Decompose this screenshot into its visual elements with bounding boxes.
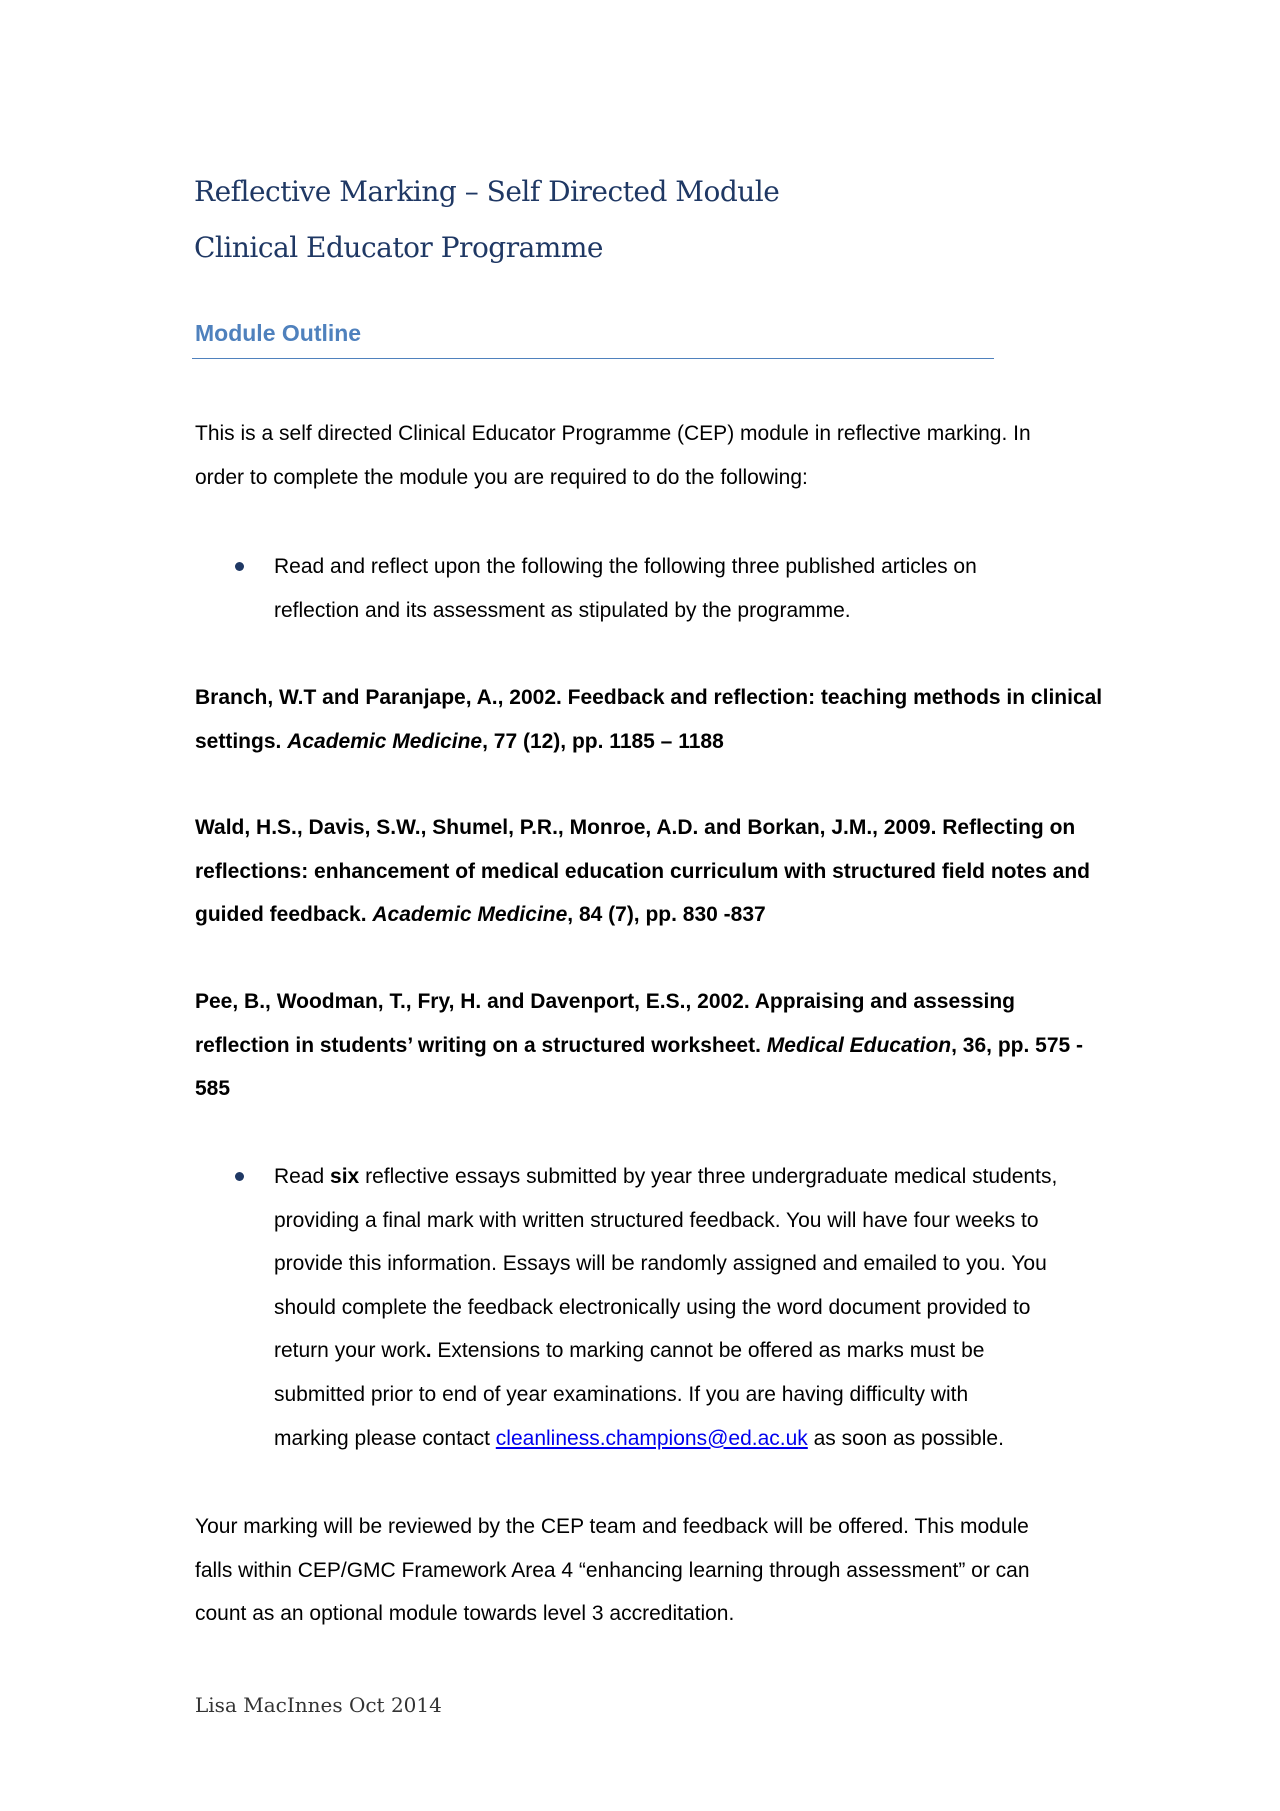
reference-pee <box>195 980 1095 1111</box>
closing-paragraph <box>195 1505 1095 1636</box>
intro-paragraph <box>195 412 1095 499</box>
closing-line: falls within CEP/GMC Framework Area 4 “enhancing learning through assessment” or can <box>195 1558 1030 1582</box>
bullet-line: reflection and its assessment as stipulated by the programme. <box>274 598 851 622</box>
reference-line: 585 <box>195 1077 231 1101</box>
reference-line: Wald, H.S., Davis, S.W., Shumel, P.R., Monroe, A.D. and Borkan, J.M., 2009. Reflecting on <box>195 816 1076 839</box>
bullet-line: providing a final mark with written structured feedback. You will have four weeks to <box>274 1208 1039 1232</box>
bullet-line: should complete the feedback electronically using the word document provided to <box>274 1295 1031 1319</box>
reference-line: settings. Academic Medicine, 77 (12), pp. 1185 – 1188 <box>195 729 724 753</box>
bullet-icon <box>235 1172 244 1181</box>
reference-line: Branch, W.T and Paranjape, A., 2002. Feedback and reflection: teaching methods in clinical <box>195 686 1103 709</box>
bullet-line: submitted prior to end of year examinations. If you are having difficulty with <box>274 1382 969 1406</box>
bullet-text <box>274 545 1090 632</box>
bullet-icon <box>235 562 244 571</box>
bullet-line: marking please contact cleanliness.champions@ed.ac.uk as soon as possible. <box>274 1426 1004 1450</box>
bullet-text <box>274 1155 1090 1460</box>
section-heading: Module Outline <box>195 320 362 346</box>
document-title: Reflective Marking – Self Directed Module <box>194 175 780 208</box>
journal-title: Academic Medicine <box>372 903 568 927</box>
heading-rule <box>192 358 994 359</box>
bullet-line: provide this information. Essays will be randomly assigned and emailed to you. You <box>274 1252 1047 1276</box>
reference-line: reflection in students’ writing on a structured worksheet. Medical Education, 36, pp. 575 - <box>195 1033 1084 1057</box>
document-subtitle: Clinical Educator Programme <box>194 231 603 264</box>
page-footer: Lisa MacInnes Oct 2014 <box>195 1693 442 1717</box>
journal-title: Medical Education <box>766 1033 952 1057</box>
bullet-line: return your work. Extensions to marking cannot be offered as marks must be <box>274 1339 985 1363</box>
reference-line: guided feedback. Academic Medicine, 84 (7), pp. 830 -837 <box>195 903 766 927</box>
email-link[interactable]: cleanliness.champions@ed.ac.uk <box>495 1426 808 1450</box>
closing-line: Your marking will be reviewed by the CEP team and feedback will be offered. This module <box>195 1515 1029 1538</box>
journal-title: Academic Medicine <box>287 729 483 753</box>
reference-line: reflections: enhancement of medical education curriculum with structured field notes and <box>195 859 1090 883</box>
reference-line: Pee, B., Woodman, T., Fry, H. and Davenport, E.S., 2002. Appraising and assessing <box>195 990 1015 1013</box>
intro-line: This is a self directed Clinical Educator Programme (CEP) module in reflective marking. In <box>195 422 1031 445</box>
closing-line: count as an optional module towards level 3 accreditation. <box>195 1602 735 1626</box>
bullet-line: Read six reflective essays submitted by year three undergraduate medical students, <box>274 1165 1058 1188</box>
reference-wald <box>195 806 1095 937</box>
intro-line: order to complete the module you are required to do the following: <box>195 465 808 489</box>
bullet-line: Read and reflect upon the following the following three published articles on <box>274 555 977 578</box>
reference-branch <box>195 676 1103 763</box>
